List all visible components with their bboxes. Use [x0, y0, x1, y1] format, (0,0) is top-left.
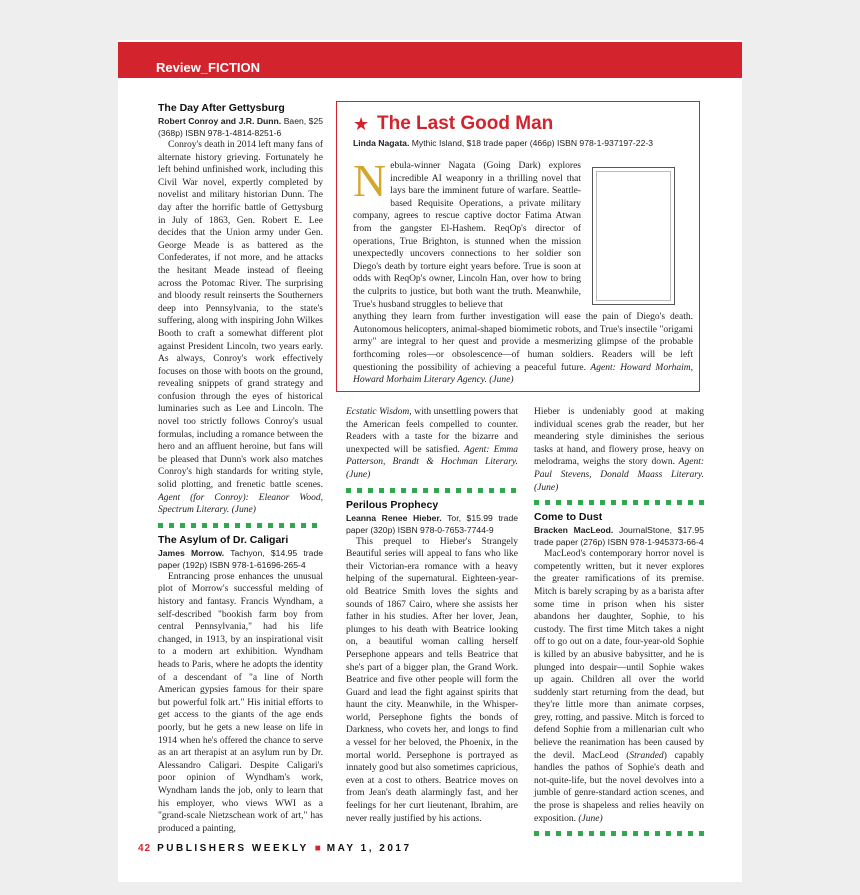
review-separator	[534, 500, 704, 505]
featured-body-wrapped	[353, 155, 581, 311]
magazine-page	[118, 40, 742, 882]
review-details: Baen, $25 (368p) ISBN 978-1-4814-8251-6	[158, 116, 324, 138]
review-byline	[534, 524, 704, 548]
review-title: Perilous Prophecy	[346, 498, 439, 511]
featured-author: Linda Nagata.	[353, 138, 410, 148]
drop-cap: N	[353, 155, 387, 206]
review-body-text: Entrancing prose enhances the unusual plot of Morrow's successful melding of history and fantasy. Francis Wyndham, a self-described "bookish farm boy from central Pennsylvania," had his life changed, in 1913, by an inspirational visit to a modern art exhibition. Wyndham heads to Paris, where he adopts the identity of a descendant of "a line of North American gypsies famous for their spare but powerful folk art." His initial efforts to get access to the giants of the age ends poorly, but he gets a new lease on life in 1914 when he's offered the chance to serve as an art therapist at an asylum run by Dr. Alessandro Caligari. Despite Caligari's poor opinion of Wyndham's work, Wyndham lands the job, only to learn that his employer, who views WWI as a "grand-scale Nietzschean work of art," has produced a painting,	[158, 571, 323, 834]
review-separator	[534, 831, 704, 836]
featured-details: Mythic Island, $18 trade paper (466p) ISBN 978-1-937197-22-3	[411, 138, 653, 148]
featured-body-text-1: ebula-winner Nagata (Going Dark) explores incredible AI weaponry in a thrilling novel that lays bare the imminent future of warfare. Seattle-based Requisite Operations, a private military company, agrees to rescue captive doctor Fatima Atwan from the gangster El-Hashem. ReqOp's director of operations, True Brighton, is stunned when the mission unexpectedly uncovers connections to her soldier son Diego's death by torture eight years before. True is soon at odds with ReqOp's owner, Lincoln Han, over how to bring the culprits to justice, but both want the truth. Meanwhile, True's husband struggles to believe that	[353, 161, 581, 310]
issue-date: MAY 1, 2017	[326, 843, 412, 854]
continuation-italic: Ecstatic Wisdom,	[346, 407, 412, 417]
featured-body-full	[353, 311, 693, 387]
review-body-italic: Stranded	[629, 750, 664, 761]
review-author: James Morrow.	[158, 547, 225, 558]
review-body-text: Conroy's death in 2014 left many fans of alternate history grieving. Fortunately he left behind unfinished work, including this Civil War novel, expertly completed by novelist and military historian Dunn. The day after the horrific battle of Gettysburg in July of 1863, Gen. Robert E. Lee decides that the Union army under Gen. George Meade is as battered as the Confederates, if not more, and he attacks the hesitant Meade instead of fleeing across the Potomac River. The surprising and bloody result reinserts the Southerners deep into Pennsylvania, to the state's suffering, along with inspiring John Wilkes Booth to craft a somewhat different plot against President Lincoln, two years early. As always, Conroy's work effectively focuses on those with boots on the ground, revealing snippets of grand strategy and confusion through the eyes of historical luminaries such as Lee and Lincoln. The novel too strictly follows Conroy's usual formulas, including a romance between the hero and an affluent heroine, but fans will be pleased that Dunn's work also matches Conroy's high standards for writing style, solid plotting, and frenetic battle scenes.	[158, 140, 324, 491]
featured-review-box	[336, 101, 700, 392]
review-end: (June)	[578, 813, 603, 824]
featured-agent: Agent: Howard Morhaim, Howard Morhaim Literary Agency. (June)	[353, 362, 693, 386]
review-details: Tachyon, $14.95 trade paper (192p) ISBN 978-1-61696-265-4	[158, 547, 324, 570]
review-continuation	[346, 406, 518, 482]
review-details: Tor, $15.99 trade paper (320p) ISBN 978-0-7653-7744-9	[346, 512, 518, 535]
review-continuation	[534, 406, 704, 494]
featured-title: The Last Good Man	[377, 113, 554, 134]
page-number: 42	[138, 843, 152, 854]
featured-byline	[353, 138, 693, 148]
section-label: Review_FICTION	[156, 60, 261, 75]
review-title: The Day After Gettysburg	[158, 102, 285, 114]
review-separator	[346, 488, 518, 493]
publication-name: PUBLISHERS WEEKLY	[157, 843, 309, 854]
review-byline	[158, 115, 323, 139]
review-author: Bracken MacLeod.	[534, 525, 614, 536]
review-body	[534, 548, 704, 825]
review-body-text: This prequel to Hieber's Strangely Beautiful series will appeal to fans who like their Victorian-era romance with a heavy helping of the supernatural. Eighteen-year-old Beatrice Smith loves the sights and sounds of 1867 Cairo, where she assists her father in his studies. After her lover, Jean, plunges to his death with Beatrice looking on, a beautiful woman calling herself Persephone appears and tells Beatrice that she's part of a bigger plan, the Grand Work. Beatrice and five other people will form the Guard and lead the fight against spirits that haunt the city. Meanwhile, in the Whisper-world, Persephone fights the bonds of Darkness, who covets her, and longs to find a vessel for her beloved, the Phoenix, in the mortal world. Persephone is portrayed as innately good but also sometimes capricious, even at a cost to others. Beatrice moves on from Jean's death alarmingly fast, and her feelings for her curt lieutenant, Ibrahim, are never really justified by his actions.	[346, 536, 518, 824]
review-separator	[158, 523, 323, 528]
review-body-post: ) capably handles the pathos of Sophie's death and not-quite-life, but the novel devolves into a jumble of genre-standard action scenes, and the prose is shapeless and relies heavily on exposition.	[534, 750, 704, 824]
review-byline	[346, 512, 518, 536]
column-left	[158, 102, 323, 835]
footer-separator: ■	[314, 843, 321, 854]
review-author: Leanna Renee Hieber.	[346, 512, 442, 523]
review-agent: Agent: Emma Patterson, Brandt & Hochman Literary. (June)	[346, 444, 518, 480]
review-agent: Agent: Paul Stevens, Donald Maass Literary. (June)	[534, 457, 704, 493]
column-right	[534, 406, 704, 842]
featured-body	[353, 155, 693, 387]
review-agent: Agent (for Conroy): Eleanor Wood, Spectrum Literary. (June)	[158, 492, 323, 516]
continuation-text: Hieber is undeniably good at making individual scenes grab the reader, but her meandering style diminishes the serious tasks at hand, and flowery prose, heavy on melodrama, weighs the story down.	[534, 407, 704, 468]
review-details: JournalStone, $17.95 trade paper (276p) ISBN 978-1-945373-66-4	[534, 525, 704, 548]
review-body-pre: MacLeod's contemporary horror novel is competently written, but it never explores the greater ramifications of its premise. Mitch is barely scraping by as a barista after some time in prison when his sister abandons her daughter, Sophie, to his custody. The first time Mitch takes a night off to go out on a date, four-year-old Sophie is killed by an abusive babysitter, and he is plunged into despair—until Sophie wakes up again. Children all over the world suddenly start returning from the dead, but they're little more than animate corpses, grey, rotting, and passive. Mitch is forced to defend Sophie from a millenarian cult who believe the reanimation has been caused by the devil. MacLeod (	[534, 549, 704, 761]
continuation-text: with unsettling powers that the American feels compelled to counter. Readers with a taste for the bizarre and unexpected will be satisfied.	[346, 407, 518, 455]
column-middle	[346, 406, 518, 825]
featured-body-text-2: anything they learn from further investigation will ease the pain of Diego's death. Autonomous helicopters, animal-shaped biomimetic robots, and True's insectile "origami army" are integral to her quest and provide a mesmerizing glimpse of the probable forthcoming roles—or obsolescence—of human soldiers. Readers will be left questioning the possibility of achieving a peaceful future.	[353, 312, 693, 373]
page-footer	[138, 843, 412, 854]
review-title: The Asylum of Dr. Caligari	[158, 533, 289, 546]
review-title: Come to Dust	[534, 511, 603, 524]
review-author: Robert Conroy and J.R. Dunn.	[158, 116, 282, 126]
review-body	[158, 139, 323, 517]
review-byline	[158, 547, 323, 571]
star-icon: ★	[353, 114, 370, 135]
